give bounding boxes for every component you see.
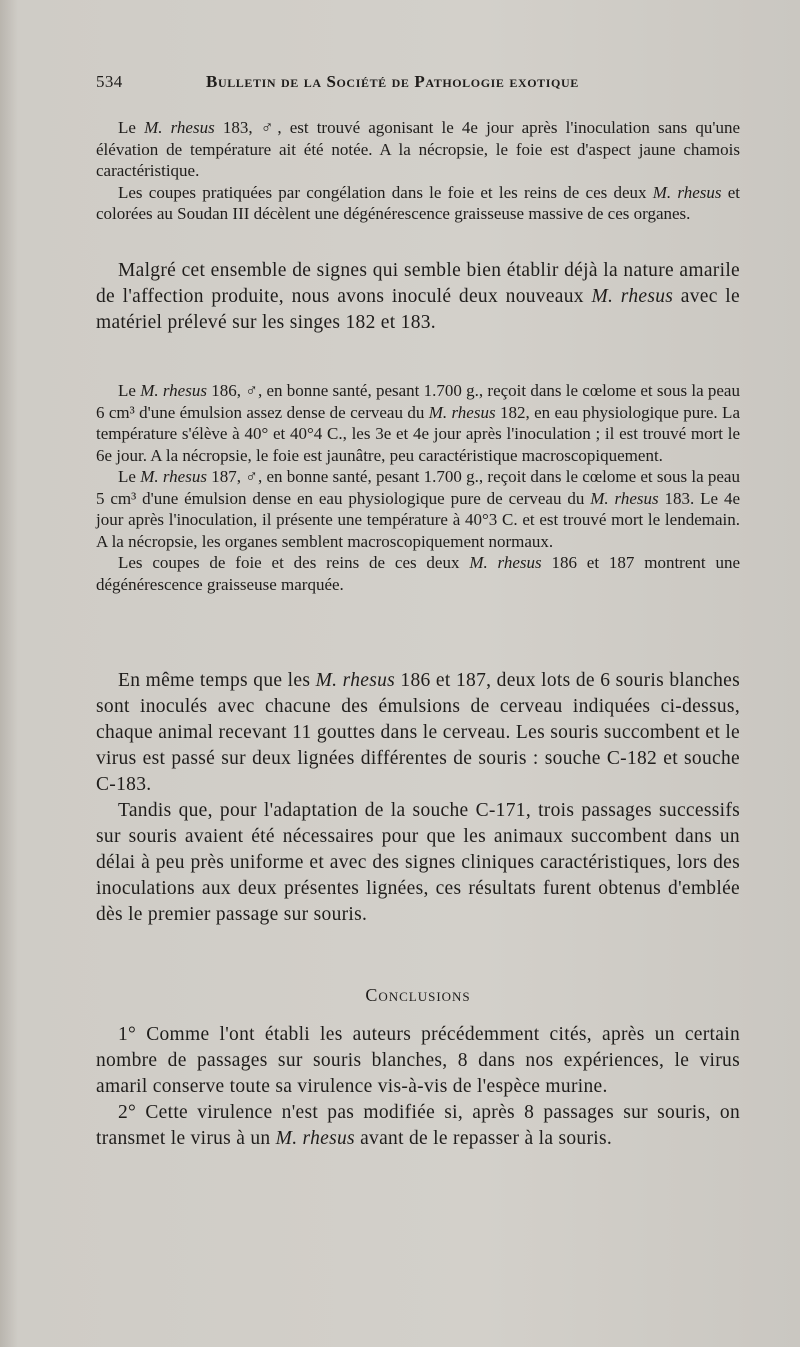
paragraph: Les coupes de foie et des reins de ces deux M. rhesus 186 et 187 montrent une dégénérescence graisseuse marquée. <box>96 553 740 594</box>
paragraph: 2° Cette virulence n'est pas modifiée si, après 8 passages sur souris, on transmet le virus à un M. rhesus avant de le repasser à la souris. <box>96 1102 740 1149</box>
page-number: 534 <box>96 72 123 91</box>
paragraph: Le M. rhesus 183, ♂, est trouvé agonisant le 4e jour après l'inoculation sans qu'une élévation de température ait été notée. A la nécropsie, le foie est d'aspect jaune chamois caractéristique. <box>96 118 740 180</box>
section-macaques-186-187 <box>96 380 740 595</box>
section-conclusions <box>96 1022 740 1152</box>
paragraph: Malgré cet ensemble de signes qui semble bien établir déjà la nature amarile de l'affection produite, nous avons inoculé deux nouveaux M. rhesus avec le matériel prélevé sur les singes 182 et 183. <box>96 260 740 333</box>
paragraph: En même temps que les M. rhesus 186 et 187, deux lots de 6 souris blanches sont inoculés avec chacune des émulsions de cerveau indiquées ci-dessus, chaque animal recevant 11 gouttes dans le cerveau. Les souris succombent et le virus est passé sur deux lignées différentes de souris : souche C-182 et souche C-183. <box>96 670 740 795</box>
paragraph: Tandis que, pour l'adaptation de la souche C-171, trois passages successifs sur souris avaient été nécessaires pour que les animaux succombent dans un délai à peu près uniforme et avec des signes cliniques caractéristiques, lors des inoculations aux deux présentes lignées, ces résultats furent obtenus d'emblée dès le premier passage sur souris. <box>96 800 740 925</box>
section-heading-conclusions: Conclusions <box>365 985 471 1005</box>
section-macaque-183 <box>96 117 740 225</box>
paragraph: Le M. rhesus 186, ♂, en bonne santé, pesant 1.700 g., reçoit dans le cœlome et sous la peau 6 cm³ d'une émulsion assez dense de cerveau du M. rhesus 182, en eau physiologique pure. La température s'élève à 40° et 40°4 C., les 3e et 4e jour après l'inoculation ; il est trouvé mort le 6e jour. A la nécropsie, le foie est jaunâtre, peu caractéristique macroscopiquement. <box>96 381 740 465</box>
paragraph: Les coupes pratiquées par congélation dans le foie et les reins de ces deux M. rhesus et colorées au Soudan III décèlent une dégénérescence graisseuse massive de ces organes. <box>96 182 740 223</box>
section-mouse-passages <box>96 668 740 928</box>
running-title: Bulletin de la Société de Pathologie exotique <box>206 72 579 91</box>
section-new-inoculation <box>96 258 740 336</box>
paragraph: Le M. rhesus 187, ♂, en bonne santé, pesant 1.700 g., reçoit dans le cœlome et sous la peau 5 cm³ d'une émulsion dense en eau physiologique pure de cerveau du M. rhesus 183. Le 4e jour après l'inoculation, il présente une température à 40°3 C. et est trouvé mort le lendemain. A la nécropsie, les organes semblent macroscopiquement normaux. <box>96 467 740 551</box>
paragraph: 1° Comme l'ont établi les auteurs précédemment cités, après un certain nombre de passages sur souris blanches, 8 dans nos expériences, le virus amaril conserve toute sa virulence vis-à-vis de l'espèce murine. <box>96 1024 740 1097</box>
